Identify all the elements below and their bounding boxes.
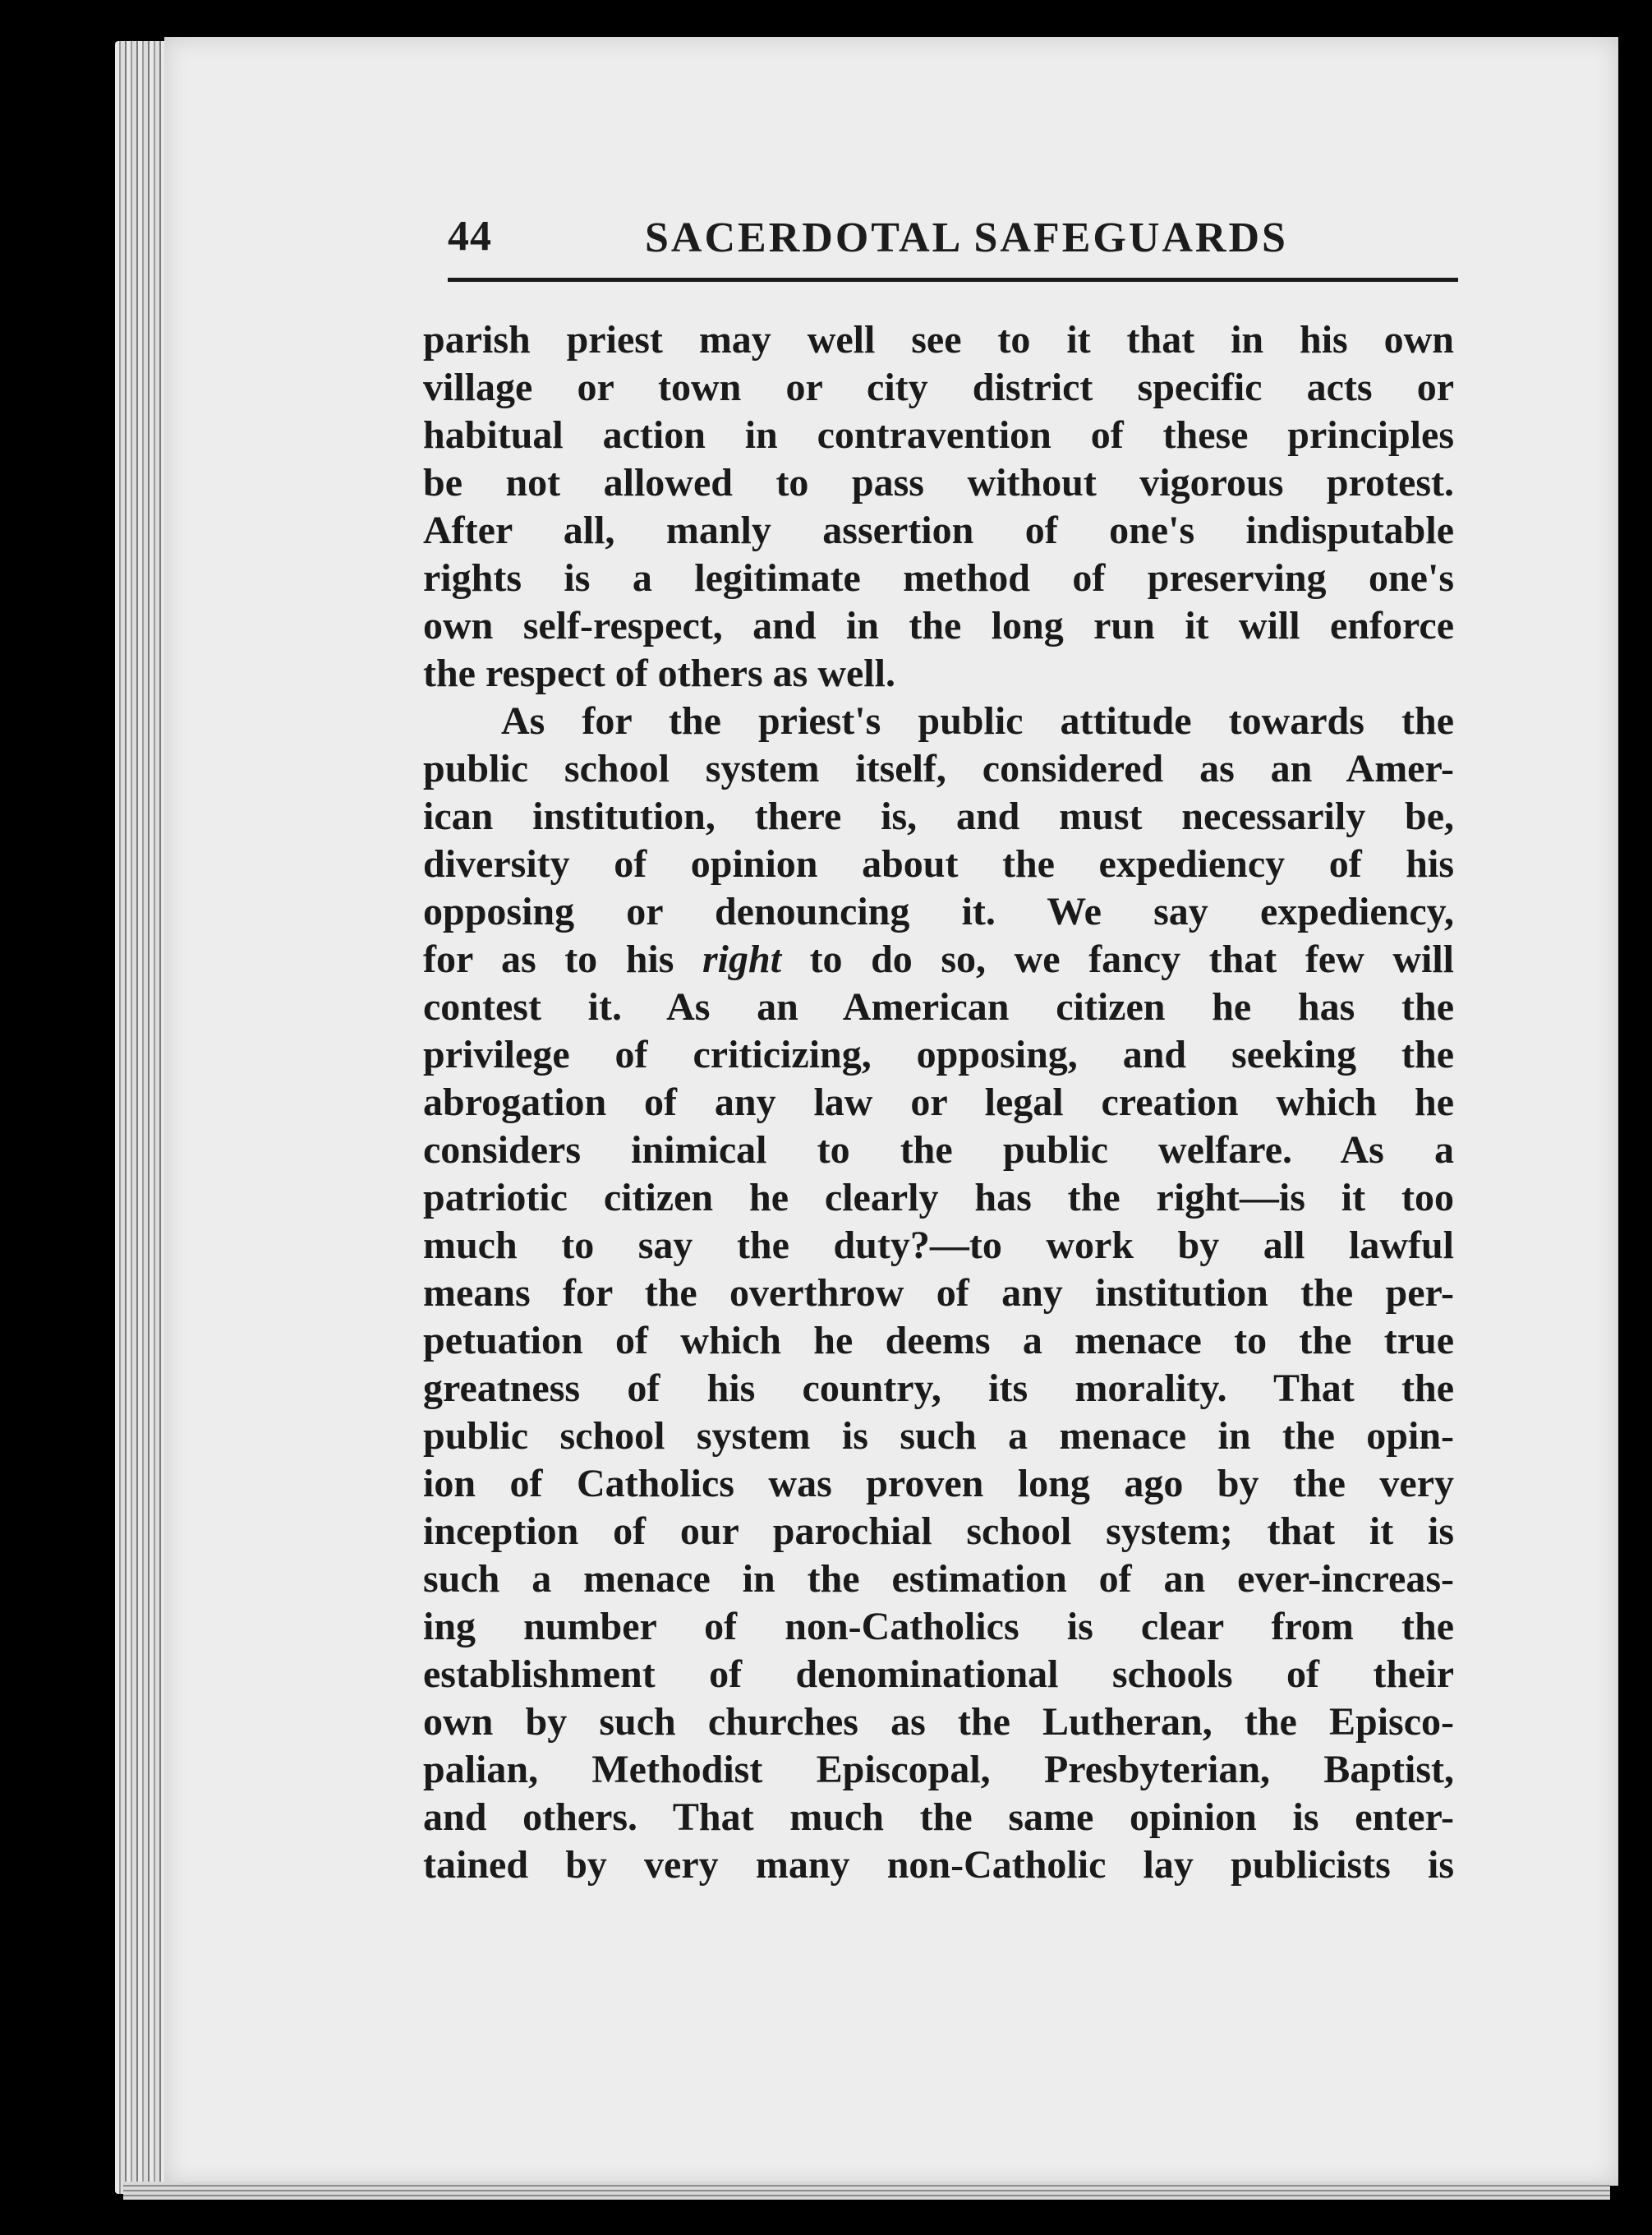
text-line: inception of our parochial school system; that it is bbox=[423, 1509, 1454, 1553]
text-line: considers inimical to the public welfare. As a bbox=[423, 1128, 1454, 1172]
text-line: ing number of non-Catholics is clear from the bbox=[423, 1605, 1454, 1648]
text-line: own self-respect, and in the long run it will enforce bbox=[423, 604, 1454, 647]
text-line: abrogation of any law or legal creation which he bbox=[423, 1081, 1454, 1124]
text-line: As for the priest's public attitude towards the bbox=[501, 699, 1454, 743]
page-bottom-edge bbox=[123, 2182, 1610, 2200]
text-line: privilege of criticizing, opposing, and seeking the bbox=[423, 1033, 1454, 1076]
body-text bbox=[423, 316, 1454, 1889]
text-line: means for the overthrow of any institution the per- bbox=[423, 1271, 1454, 1315]
text-line: opposing or denouncing it. We say expediency, bbox=[423, 890, 1454, 933]
page-number: 44 bbox=[448, 213, 492, 260]
text-line: diversity of opinion about the expediency of his bbox=[423, 842, 1454, 886]
text-line: ion of Catholics was proven long ago by the very bbox=[423, 1462, 1454, 1505]
text-line: contest it. As an American citizen he has the bbox=[423, 985, 1454, 1029]
text-line bbox=[423, 936, 1454, 984]
text-line: petuation of which he deems a menace to the true bbox=[423, 1319, 1454, 1362]
text-line: such a menace in the estimation of an ever-increas- bbox=[423, 1557, 1454, 1601]
text-line: and others. That much the same opinion is enter- bbox=[423, 1795, 1454, 1839]
text-line: greatness of his country, its morality. That the bbox=[423, 1366, 1454, 1410]
text-line: establishment of denominational schools of their bbox=[423, 1652, 1454, 1696]
text-line: parish priest may well see to it that in his own bbox=[423, 318, 1454, 362]
text-line: village or town or city district specific acts or bbox=[423, 366, 1454, 409]
text-fragment: to do so, we fancy that few will bbox=[781, 938, 1454, 981]
text-line: public school system is such a menace in the opin- bbox=[423, 1414, 1454, 1458]
text-line: habitual action in contravention of these principles bbox=[423, 413, 1454, 457]
text-line: ican institution, there is, and must necessarily be, bbox=[423, 795, 1454, 838]
emphasis-right: right bbox=[702, 938, 782, 981]
text-fragment: for as to his bbox=[423, 938, 702, 981]
running-head: SACERDOTAL SAFEGUARDS bbox=[645, 214, 1288, 261]
text-line: palian, Methodist Episcopal, Presbyterian, Baptist, bbox=[423, 1748, 1454, 1791]
text-line: rights is a legitimate method of preserving one's bbox=[423, 556, 1454, 600]
text-line: tained by very many non-Catholic lay publicists is bbox=[423, 1843, 1454, 1887]
text-line: After all, manly assertion of one's indisputable bbox=[423, 509, 1454, 552]
page-header bbox=[448, 212, 1458, 282]
text-line: public school system itself, considered as an Amer- bbox=[423, 747, 1454, 790]
text-line: be not allowed to pass without vigorous protest. bbox=[423, 461, 1454, 505]
text-line: much to say the duty?—to work by all lawful bbox=[423, 1223, 1454, 1267]
text-line: the respect of others as well. bbox=[423, 652, 895, 695]
text-line: own by such churches as the Lutheran, the Episco- bbox=[423, 1700, 1454, 1744]
text-line: patriotic citizen he clearly has the right—is it too bbox=[423, 1176, 1454, 1219]
